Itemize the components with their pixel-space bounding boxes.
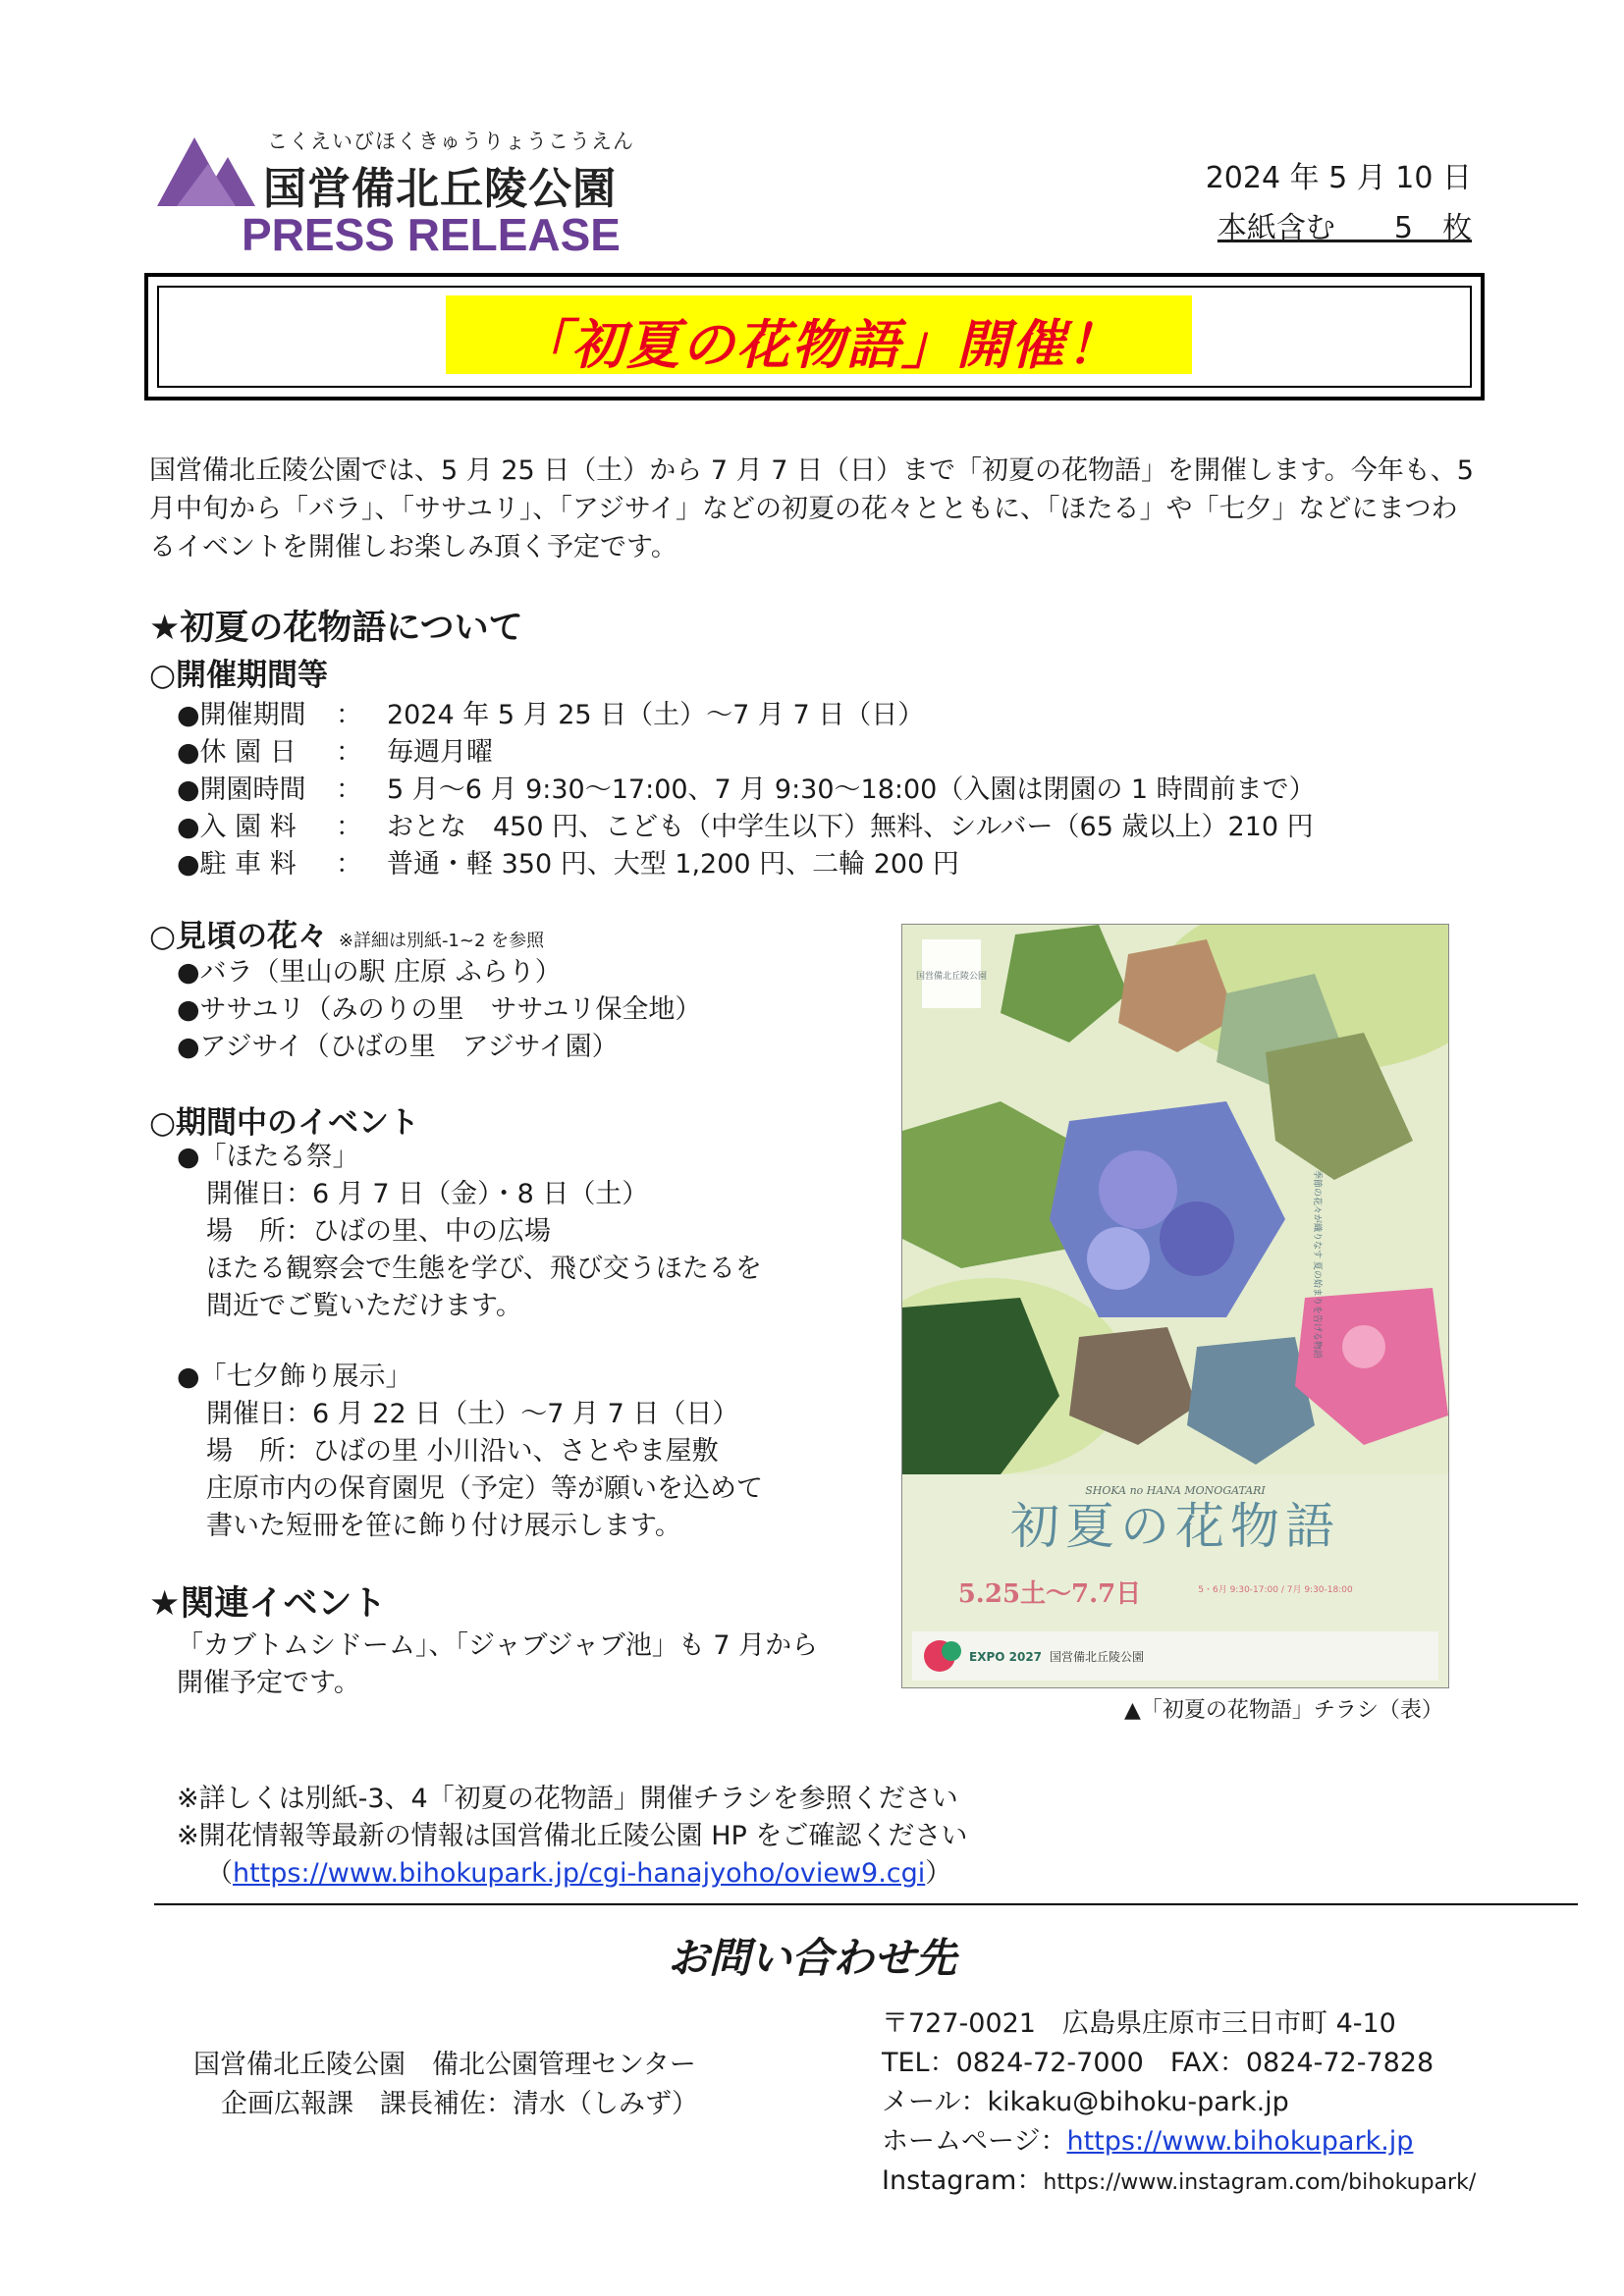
spec-label: ●駐 車 料	[177, 849, 297, 880]
flower-item: ●アジサイ（ひばの里 アジサイ園）	[177, 1032, 619, 1062]
flyer-illustration	[902, 925, 1448, 1687]
flyer-dates: 5.25土～7.7日	[957, 1579, 1142, 1609]
flyer-image	[901, 924, 1449, 1688]
flyer-expo: EXPO 2027	[969, 1650, 1043, 1664]
press-release-label: PRESS RELEASE	[242, 209, 621, 260]
section-heading-related: ★関連イベント	[149, 1584, 387, 1624]
page-title: 「初夏の花物語」開催！	[516, 314, 1121, 376]
flyer-title: 初夏の花物語	[1010, 1498, 1340, 1555]
subheading-flowers-text: ○見頃の花々	[149, 919, 329, 954]
title-box	[144, 273, 1485, 400]
instagram-url: https://www.instagram.com/bihokupark/	[1043, 2170, 1477, 2195]
spec-label: ●開園時間	[177, 774, 306, 805]
flyer-caption: ▲「初夏の花物語」チラシ（表）	[1124, 1698, 1443, 1723]
spec-colon: ：	[336, 737, 362, 768]
event-place: 場 所：ひばの里 小川沿い、さとやま屋敷	[206, 1436, 719, 1467]
spec-colon: ：	[336, 774, 362, 805]
instagram-label: Instagram：	[882, 2165, 1044, 2196]
related-text: 「カブトムシドーム」、「ジャブジャブ池」も 7 月から	[177, 1630, 819, 1661]
event-desc: 間近でご覧いただけます。	[206, 1291, 522, 1321]
url-open-paren: （	[206, 1858, 233, 1889]
spec-value: 毎週月曜	[387, 737, 493, 768]
flower-item: ●バラ（里山の駅 庄原 ふらり）	[177, 957, 562, 988]
spec-row-admission	[177, 805, 1314, 843]
event-name: ●「七夕飾り展示」	[177, 1362, 412, 1392]
event-date: 開催日：6 月 22 日（土）～7 月 7 日（日）	[206, 1399, 739, 1429]
event-date: 開催日：6 月 7 日（金）・8 日（土）	[206, 1179, 649, 1209]
flyer-roman: SHOKA no HANA MONOGATARI	[1085, 1484, 1266, 1497]
note-line: ※開花情報等最新の情報は国営備北丘陵公園 HP をご確認ください	[177, 1821, 968, 1851]
contact-postal: 〒727-0021 広島県庄原市三日市町 4-10	[882, 2008, 1396, 2039]
homepage-link[interactable]: https://www.bihokupark.jp	[1066, 2126, 1414, 2157]
contact-organization	[193, 2046, 698, 2124]
contact-tel-fax: TEL：0824-72-7000 FAX：0824-72-7828	[882, 2048, 1435, 2078]
contact-person: 企画広報課 課長補佐：清水（しみず）	[221, 2089, 698, 2119]
contact-details	[882, 2004, 1476, 2203]
release-date: 2024 年 5 月 10 日	[1205, 161, 1472, 195]
contact-org: 国営備北丘陵公園 備北公園管理センター	[193, 2050, 696, 2080]
url-close-paren: ）	[925, 1858, 952, 1889]
contact-mail: メール：kikaku@bihoku-park.jp	[882, 2087, 1289, 2117]
homepage-label: ホームページ：	[882, 2126, 1067, 2157]
park-logo-mountain-icon	[157, 133, 255, 206]
event-desc: 書いた短冊を笹に飾り付け展示します。	[206, 1511, 681, 1541]
spec-value: 2024 年 5 月 25 日（土）～7 月 7 日（日）	[387, 700, 925, 730]
flyer-hours: 5・6月 9:30-17:00 / 7月 9:30-18:00	[1198, 1585, 1353, 1595]
spec-row-hours	[177, 768, 1316, 806]
flowers-note: ※詳細は別紙-1~2 を参照	[338, 931, 545, 951]
flyer-footer: 国営備北丘陵公園	[1050, 1650, 1145, 1664]
contact-instagram	[882, 2162, 1476, 2203]
note-url-line	[206, 1855, 951, 1893]
subheading-events: ○期間中のイベント	[149, 1105, 420, 1141]
spec-colon: ：	[336, 812, 362, 842]
event-place: 場 所：ひばの里、中の広場	[206, 1216, 551, 1247]
title-highlight	[446, 295, 1192, 374]
flyer-badge: 国営備北丘陵公園	[915, 972, 988, 982]
page-count: 本紙含む 5 枚	[1217, 211, 1472, 245]
spec-row-closed	[177, 730, 493, 769]
org-name: 国営備北丘陵公園	[263, 164, 617, 214]
spec-value: おとな 450 円、こども（中学生以下）無料、シルバー（65 歳以上）210 円	[387, 812, 1314, 842]
spec-label: ●休 園 日	[177, 737, 297, 768]
note-line: ※詳しくは別紙-3、4「初夏の花物語」開催チラシを参照ください	[177, 1784, 958, 1814]
section-heading-about: ★初夏の花物語について	[149, 609, 523, 648]
contact-heading: お問い合わせ先	[667, 1934, 956, 1982]
intro-paragraph: 国営備北丘陵公園では、5 月 25 日（土）から 7 月 7 日（日）まで「初夏の花物語」を開催します。今年も、5 月中旬から「バラ」、「ササユリ」、「アジサイ」などの初夏の花々とともに、「ほたる」や「七夕」などにまつわるイベントを開催しお楽しみ頂く予定です。	[149, 455, 1474, 562]
related-text: 開催予定です。	[177, 1668, 360, 1698]
contact-homepage	[882, 2122, 1476, 2162]
flyer-vertical-text: 季節の花々が織りなす 夏の始まりを告げる物語	[1312, 1170, 1322, 1359]
spec-label: ●開催期間	[177, 700, 306, 730]
spec-colon: ：	[336, 849, 362, 880]
subheading-period: ○開催期間等	[149, 658, 329, 693]
spec-colon: ：	[336, 700, 362, 730]
spec-value: 普通・軽 350 円、大型 1,200 円、二輪 200 円	[387, 849, 959, 880]
org-furigana: こくえいびほくきゅうりょうこうえん	[267, 130, 634, 153]
spec-row-period	[177, 693, 924, 731]
event-name: ●「ほたる祭」	[177, 1142, 359, 1172]
event-desc: 庄原市内の保育園児（予定）等が願いを込めて	[206, 1473, 763, 1504]
spec-value: 5 月～6 月 9:30～17:00、7 月 9:30～18:00（入園は閉園の 1 時間前まで）	[387, 774, 1316, 805]
flower-info-link[interactable]: https://www.bihokupark.jp/cgi-hanajyoho/oview9.cgi	[233, 1858, 926, 1889]
flower-item: ●ササユリ（みのりの里 ササユリ保全地）	[177, 994, 702, 1025]
spec-label: ●入 園 料	[177, 812, 297, 842]
subheading-flowers	[149, 911, 544, 955]
event-desc: ほたる観察会で生態を学び、飛び交うほたるを	[206, 1254, 762, 1284]
spec-row-parking	[177, 842, 959, 881]
divider	[154, 1903, 1578, 1905]
